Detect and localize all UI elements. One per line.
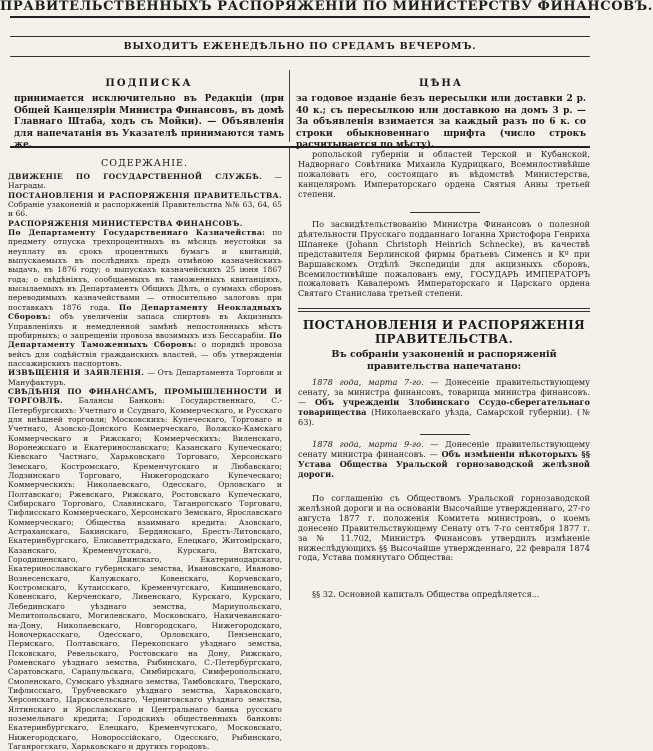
- toc-dept-treasury-text: по предмету отпуска трехпроцентныхъ въ мѣсяцъ неустойки за неуплату въ срокъ процентныхъ бумагъ и квитанцій, выпускаемыхъ въ послѣднихъ предъ отмѣною казначейскихъ выдачъ, въ 1876 году; о выпускахъ казначейскихъ 25 іюня 1867 года; о свѣдѣніяхъ, сообщаемыхъ въ таможенныхъ квитанціяхъ, высылаемыхъ въ Департаментъ Общихъ Дѣлъ, о суммахъ сборовъ переводимыхъ казначействами — относительно залоговъ при поставкахъ 1876 года.: [8, 228, 282, 312]
- toc-section-service-text: — Награды.: [8, 172, 282, 191]
- award-paragraph-2: По засвидѣтельствованію Министра Финансовъ о полезной дѣятельности Прусскаго подданнаго Іоганна Христофора Генриха Шпанеке (Johann Christoph Heinrich Schnecke), въ качествѣ представителя Берлинской фирмы братьевъ Сименсъ и Кº при Варшавскомъ Отдѣлѣ Экспедиціи для акцизныхъ сборовъ, Всемилостивѣйше пожалованъ ему, ГОСУДАРЬ ИМПЕРАТОРЪ пожаловать Кавалеромъ Императорскаго и Царскаго ордена Святаго Станислава третьей степени.: [298, 219, 590, 299]
- toc-section-service: ДВИЖЕНІЕ ПО ГОСУДАРСТВЕННОЙ СЛУЖБѢ.: [8, 172, 263, 181]
- section-title: ПОСТАНОВЛЕНІЯ И РАСПОРЯЖЕНІЯ ПРАВИТЕЛЬСТВА.: [302, 318, 586, 346]
- subscription-text: принимается исключительно въ Редакціи (при Общей Канцеляріи Министра Финансовъ, въ домѣ Главнаго Штаба, ходъ съ Мойки). — Объявленія для напечатанія въ Указателѣ принимаются тамъ же.: [14, 94, 284, 150]
- subtitle-rule-bottom: [10, 56, 590, 57]
- toc-dept-customs: По Департаменту Таможенныхъ Сборовъ:: [8, 330, 282, 350]
- price-text: за годовое изданіе безъ пересылки или доставки 2 р. 40 к.; съ пересылкою или доставкою на домъ 3 р. — За объявленія взимается за каждый разъ по 6 к. со строки обыкновеннаго шрифта (число строкъ расчитывается по мѣсту).: [296, 94, 586, 150]
- masthead-title: ПРАВИТЕЛЬСТВЕННЫХЪ РАСПОРЯЖЕНІЙ ПО МИНИСТЕРСТВУ ФИНАНСОВЪ.: [0, 0, 653, 14]
- toc-dept-customs-text: о порядкѣ провоза вейсъ для содѣйствія гражданскихъ властей, — объ утвержденіи пассажирскихъ паспортовъ.: [8, 340, 282, 368]
- masthead-rule: [10, 16, 590, 18]
- table-of-contents: [8, 172, 282, 751]
- contents-title: СОДЕРЖАНІЕ.: [101, 158, 188, 169]
- short-divider: [410, 212, 480, 213]
- entry-63-tail: (Николаевскаго уѣзда, Самарской губерніи). (№ 63).: [298, 406, 590, 427]
- entry-divider: [420, 434, 470, 435]
- subscription-title: ПОДПИСКА: [105, 78, 193, 89]
- entry-64-date: 1878 года, марта 9-го.: [312, 439, 424, 449]
- entry-64: [298, 440, 590, 490]
- price-title: ЦѢНА: [418, 78, 464, 89]
- toc-section-decrees: ПОСТАНОВЛЕНІЯ И РАСПОРЯЖЕНІЯ ПРАВИТЕЛЬСТВА.: [8, 190, 282, 200]
- toc-section-finance: СВѢДѢНІЯ ПО ФИНАНСАМЪ, ПРОМЫШЛЕННОСТИ И ТОРГОВЛѢ.: [8, 386, 282, 406]
- toc-section-ministry: РАСПОРЯЖЕНІЯ МИНИСТЕРСТВА ФИНАНСОВЪ.: [8, 218, 243, 228]
- entry-64-text: — Донесеніе правительствующему сенату министра финансовъ. —: [298, 439, 590, 459]
- column-divider: [289, 148, 290, 600]
- entry-64-subject: Объ измѣненіи нѣкоторыхъ §§ Устава Общества Уральской горнозаводской желѣзной дороги.: [298, 448, 590, 479]
- toc-dept-excise: По Департаменту Неокладныхъ Сборовъ:: [8, 302, 282, 322]
- award-paragraph-1: ропольской губерніи и областей Терской и Кубанской, Надворнаго Совѣтника Михаила Кудрицкаго, Всемилостивѣйше пожаловать его, состоящаго въ вѣдомствѣ Министерства, канцеляромъ Императорскаго ордена Святыя Анны третьей степени.: [298, 149, 590, 199]
- entry-63-subject: Объ учрежденіи Злобинскаго Ссудо-сберегательнаго товарищества: [298, 396, 590, 417]
- entry-64-clause: §§ 32. Основной капиталъ Общества опредѣляется...: [312, 589, 540, 599]
- header-column-divider: [289, 70, 290, 142]
- subtitle-rule-top: [10, 36, 590, 37]
- toc-dept-treasury: По Департаменту Государственнаго Казначейства:: [8, 228, 266, 238]
- toc-section-notices: ИЗВѢЩЕНІЯ И ЗАЯВЛЕНІЯ.: [8, 368, 145, 378]
- section-lead: Въ собраніи узаконеній и распоряженій правительства напечатано:: [331, 349, 557, 372]
- header-bottom-rule: [10, 146, 590, 148]
- entry-63: [298, 378, 590, 430]
- entry-64-body: По соглашенію съ Обществомъ Уральской горнозаводской желѣзной дороги и на основаніи Высочайше утвержденнаго, 27-го августа 1877 г. положенія Комитета министровъ, о коемъ донесено Правительствующему Сенату отъ 7-го сентября 1877 г. за № 11.702, Министръ Финансовъ утвердилъ измѣненіе нижеслѣдующихъ §§ Высочайше утвержденнаго, 22 февраля 1874 года, Устава помянутаго Общества:: [298, 493, 590, 563]
- toc-section-finance-text: Балансы Банковъ: Государственнаго, С.-Петербургскихъ: Учетнаго и Ссуднаго, Коммерческаго, и Русскаго для внѣшней торговли; Московскихъ: Купеческаго, Торговаго и Учетнаго, Азовско-Донского Коммерческаго, Волжско-Камскаго Коммерческаго и Рижскаго; Коммерческихъ: Виленскаго, Воронежскаго и Екатеринославскаго; Казанскаго Купеческаго; Кіевскаго Частнаго, Харьковскаго Торговаго, Херсонскаго Земскаго, Костромскаго, Кременчугскаго и Любавскаго; Лодзинскаго Торговаго, Нижегородскаго Купеческаго; Коммерческихъ: Николаевскаго, Одесскаго, Орловскаго и Полтавскаго; Ржевскаго, Рижскаго, Ростовскаго Купеческаго, Сибирскаго Торговаго, Славянскаго, Таганрогскаго Торговаго, Тифлисскаго Коммерческаго, Херсонскаго Земскаго, Ярославскаго Коммерческаго; Общества взаимнаго кредита: Азовскаго, Астраханскаго, Бакинскаго, Бердянскаго, Брестъ-Литовскаго, Екатеринбургскаго, Елисаветградскаго, Елецкаго, Житомірскаго, Казанскаго, Кременчугскаго, Курскаго, Вятскаго, Городищенскаго, Двинскаго, Екатеринодарскаго, Екатеринославскаго губернскаго земства, Ивановскаго, Иваново-Вознесенскаго, Калужскаго, Ковенскаго, Корчевскаго, Костромскаго, Кутаисскаго, Кременчугскаго, Кишиневскаго, Ковенскаго, Керченскаго, Ливенскаго, Курскаго, Курскаго, Лебединскаго уѣзднаго земства, Мариупольскаго, Мелитопольскаго, Могилевскаго, Московскаго, Нахичеванскаго-на-Дону, Николаевскаго, Новгородскаго, Нижегородскаго, Новочеркасскаго, Одесскаго, Орловскаго, Пензенскаго, Пермскаго, Полтавскаго, Перекопскаго уѣзднаго земства, Псковскаго, Ревельскаго, Ростовскаго на Дону, Рижскаго, Роменскаго уѣзднаго земства, Рыбинскаго, С.-Петербургскаго, Саратовскаго, Сарапульскаго, Симбирскаго, Симферопольскаго, Смоленскаго, Сумскаго уѣзднаго земства, Тамбовскаго, Тверскаго, Тифлисскаго, Трубчевскаго уѣзднаго земства, Харьковскаго, Херсонскаго, Царскосельскаго, Черниговскаго уѣзднаго земства, Ялтинскаго и Ярославскаго и Центральнаго банка русскаго поземельнаго кредита; Городскихъ общественныхъ банковъ: Екатеринбургскаго, Елецкаго, Кременчугскаго, Московскаго, Нижегородскаго, Новороссійскаго, Одесскаго, Рыбинскаго, Таганрогскаго, Харьковскаго и другихъ городовъ.: [8, 396, 282, 751]
- section-rule-top-2: [298, 311, 590, 312]
- toc-section-notices-text: — Отъ Департамента Торговли и Мануфактуръ.: [8, 368, 282, 387]
- toc-dept-excise-text: объ увеличеніи запаса спиртовъ въ Акцизныхъ Управленіяхъ и немедленной замѣнѣ непостоянныхъ мѣстъ пробирныхъ; о запрещеніи провоза ввозимыхъ изъ Бессарабіи.: [8, 312, 282, 340]
- section-rule-top: [298, 308, 590, 309]
- entry-63-text: — Донесеніе правительствующему сенату, за министра финансовъ, товарища министра финансовъ. —: [298, 377, 590, 407]
- entry-63-date: 1878 года, марта 7-го.: [312, 377, 424, 387]
- toc-section-decrees-text: Собраніе узаконеній и распоряженій Правительства №№ 63, 64, 65 и 66.: [8, 200, 282, 219]
- publication-schedule: ВЫХОДИТЪ ЕЖЕНЕДѢЛЬНО ПО СРЕДАМЪ ВЕЧЕРОМЪ.: [123, 41, 477, 52]
